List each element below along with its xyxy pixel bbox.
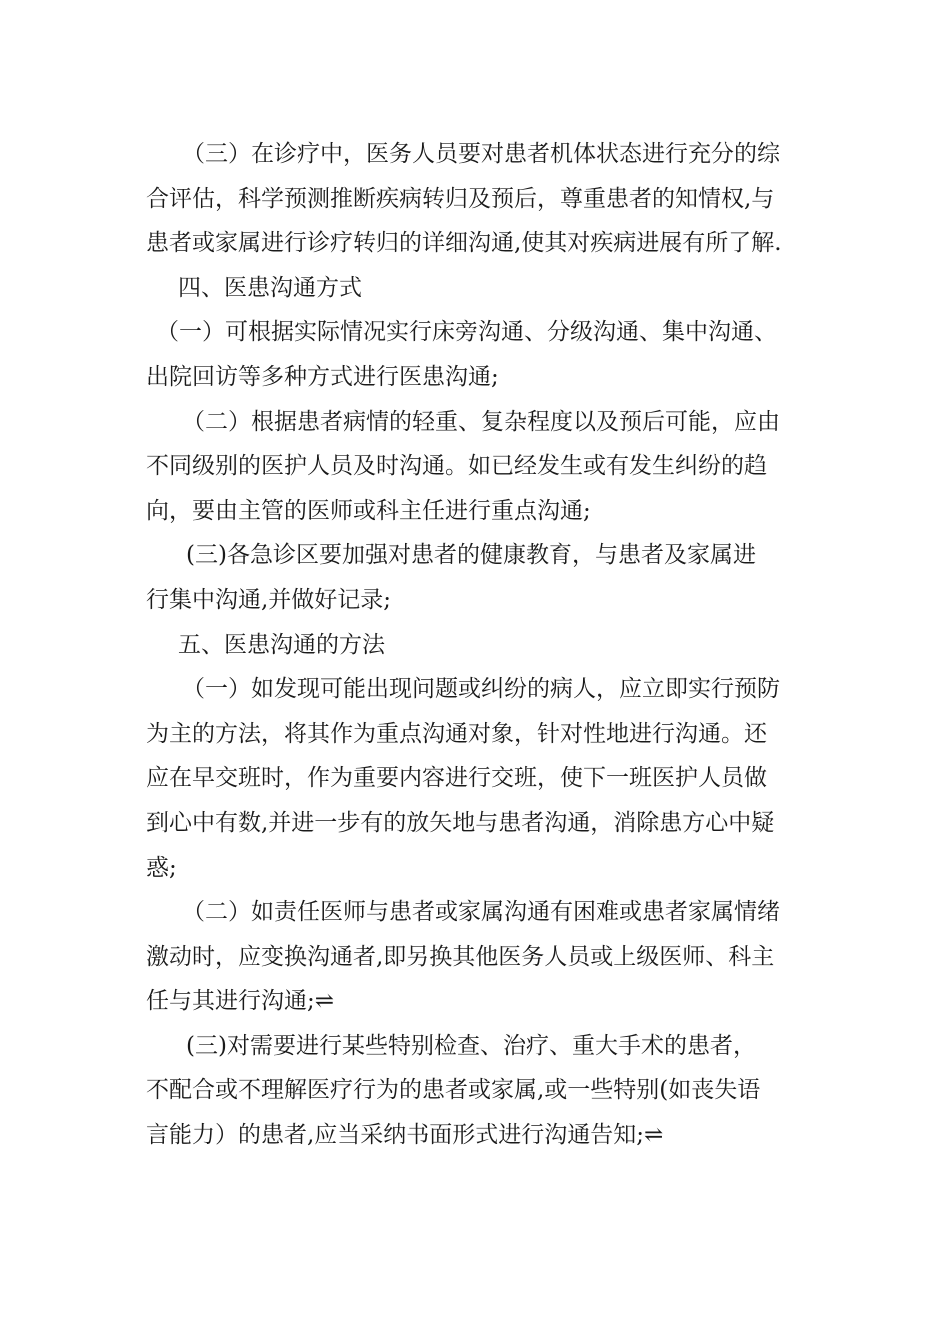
paragraph-line: （一）可根据实际情况实行床旁沟通、分级沟通、集中沟通、 [156, 319, 777, 346]
paragraph-line: 应在早交班时，作为重要内容进行交班，使下一班医护人员做 [146, 765, 767, 792]
paragraph-line: 不配合或不理解医疗行为的患者或家属,或一些特别(如丧失语 [146, 1077, 761, 1104]
paragraph-line: （三）在诊疗中，医务人员要对患者机体状态进行充分的综 [182, 141, 780, 167]
paragraph-line: 不同级别的医护人员及时沟通。如已经发生或有发生纠纷的趋 [146, 453, 767, 480]
paragraph-line: （二）根据患者病情的轻重、复杂程度以及预后可能，应由 [182, 408, 780, 435]
paragraph-line: 惑; [146, 854, 177, 881]
paragraph-line: 为主的方法，将其作为重点沟通对象，针对性地进行沟通。还 [146, 720, 767, 747]
paragraph-line: （二）如责任医师与患者或家属沟通有困难或患者家属情绪 [182, 899, 780, 926]
paragraph-line: 向，要由主管的医师或科主任进行重点沟通; [146, 497, 591, 524]
paragraph-line: 合评估，科学预测推断疾病转归及预后，尊重患者的知情权,与 [146, 185, 775, 212]
paragraph-line: (三)对需要进行某些特别检查、治疗、重大手术的患者， [186, 1032, 756, 1059]
paragraph-line: 激动时，应变换沟通者,即另换其他医务人员或上级医师、科主 [146, 943, 775, 970]
paragraph-line: 患者或家属进行诊疗转归的详细沟通,使其对疾病进展有所了解. [146, 230, 782, 257]
paragraph-line: （一）如发现可能出现问题或纠纷的病人，应立即实行预防 [182, 676, 780, 703]
section-heading: 五、医患沟通的方法 [178, 631, 385, 658]
paragraph-line: 到心中有数,并进一步有的放矢地与患者沟通，消除患方心中疑 [146, 809, 775, 836]
paragraph-line: 言能力）的患者,应当采纳书面形式进行沟通告知;⇌ [146, 1122, 664, 1149]
document-body [146, 132, 816, 1158]
paragraph-line: 出院回访等多种方式进行医患沟通; [146, 363, 499, 390]
paragraph-line: 任与其进行沟通;⇌ [146, 988, 335, 1015]
paragraph-line: (三)各急诊区要加强对患者的健康教育，与患者及家属进 [186, 542, 756, 569]
paragraph-line: 行集中沟通,并做好记录; [146, 586, 392, 613]
section-heading: 四、医患沟通方式 [178, 274, 362, 301]
